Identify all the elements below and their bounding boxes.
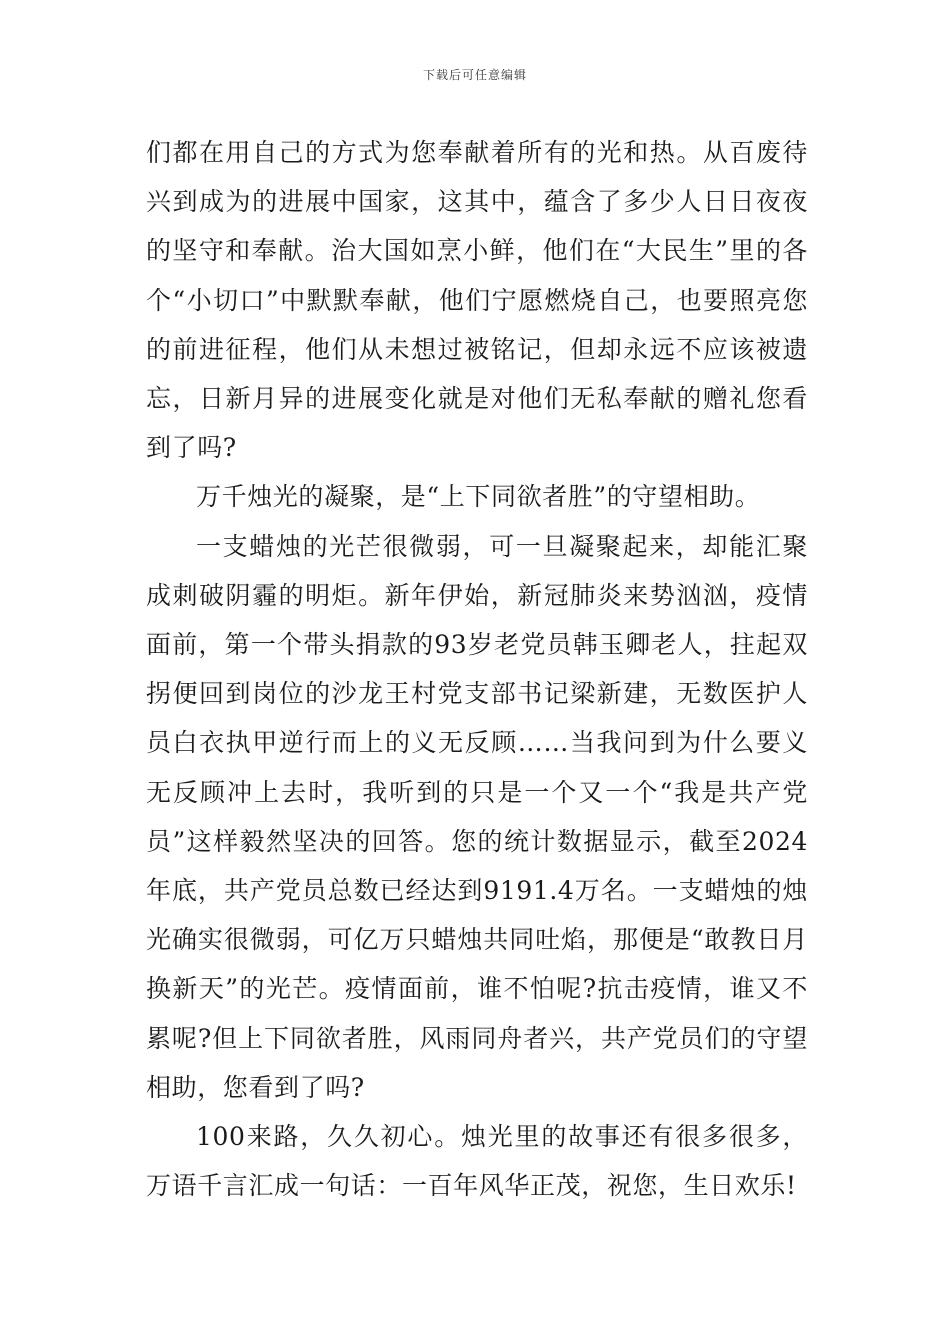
paragraph: 万千烛光的凝聚，是“上下同欲者胜”的守望相助。 — [196, 482, 761, 512]
paragraph: 们都在用自己的方式为您奉献着所有的光和热。从百废待兴到成为的进展中国家，这其中，蕴含了多少人日日夜夜的坚守和奉献。治大国如烹小鲜，他们在“大民生”里的各个“小切口”中默默奉献，他们宁愿燃烧自己，也要照亮您的前进征程，他们从未想过被铭记，但却永远不应该被遗忘，日新月异的进展变化就是对他们无私奉献的赠礼您看到了吗? — [146, 138, 808, 463]
paragraph: 一支蜡烛的光芒很微弱，可一旦凝聚起来，却能汇聚成刺破阴霾的明炬。新年伊始，新冠肺炎来势汹汹，疫情面前，第一个带头捐款的93岁老党员韩玉卿老人，拄起双拐便回到岗位的沙龙王村党支部书记梁新建，无数医护人员白衣执甲逆行而上的义无反顾……当我问到为什么要义无反顾冲上去时，我听到的只是一个又一个“我是共产党员”这样毅然坚决的回答。您的统计数据显示，截至2024年底，共产党员总数已经达到9191.4万名。一支蜡烛的烛光确实很微弱，可亿万只蜡烛共同吐焰，那便是“敢教日月换新天”的光芒。疫情面前，谁不怕呢?抗击疫情，谁又不累呢?但上下同欲者胜，风雨同舟者兴，共产党员们的守望相助，您看到了吗? — [146, 531, 808, 1102]
page-header: 下载后可任意编辑 — [422, 68, 527, 82]
paragraph: 100来路，久久初心。烛光里的故事还有很多很多，万语千言汇成一句话：一百年风华正茂，祝您，生日欢乐! — [146, 1122, 808, 1201]
document-body — [146, 128, 808, 1210]
